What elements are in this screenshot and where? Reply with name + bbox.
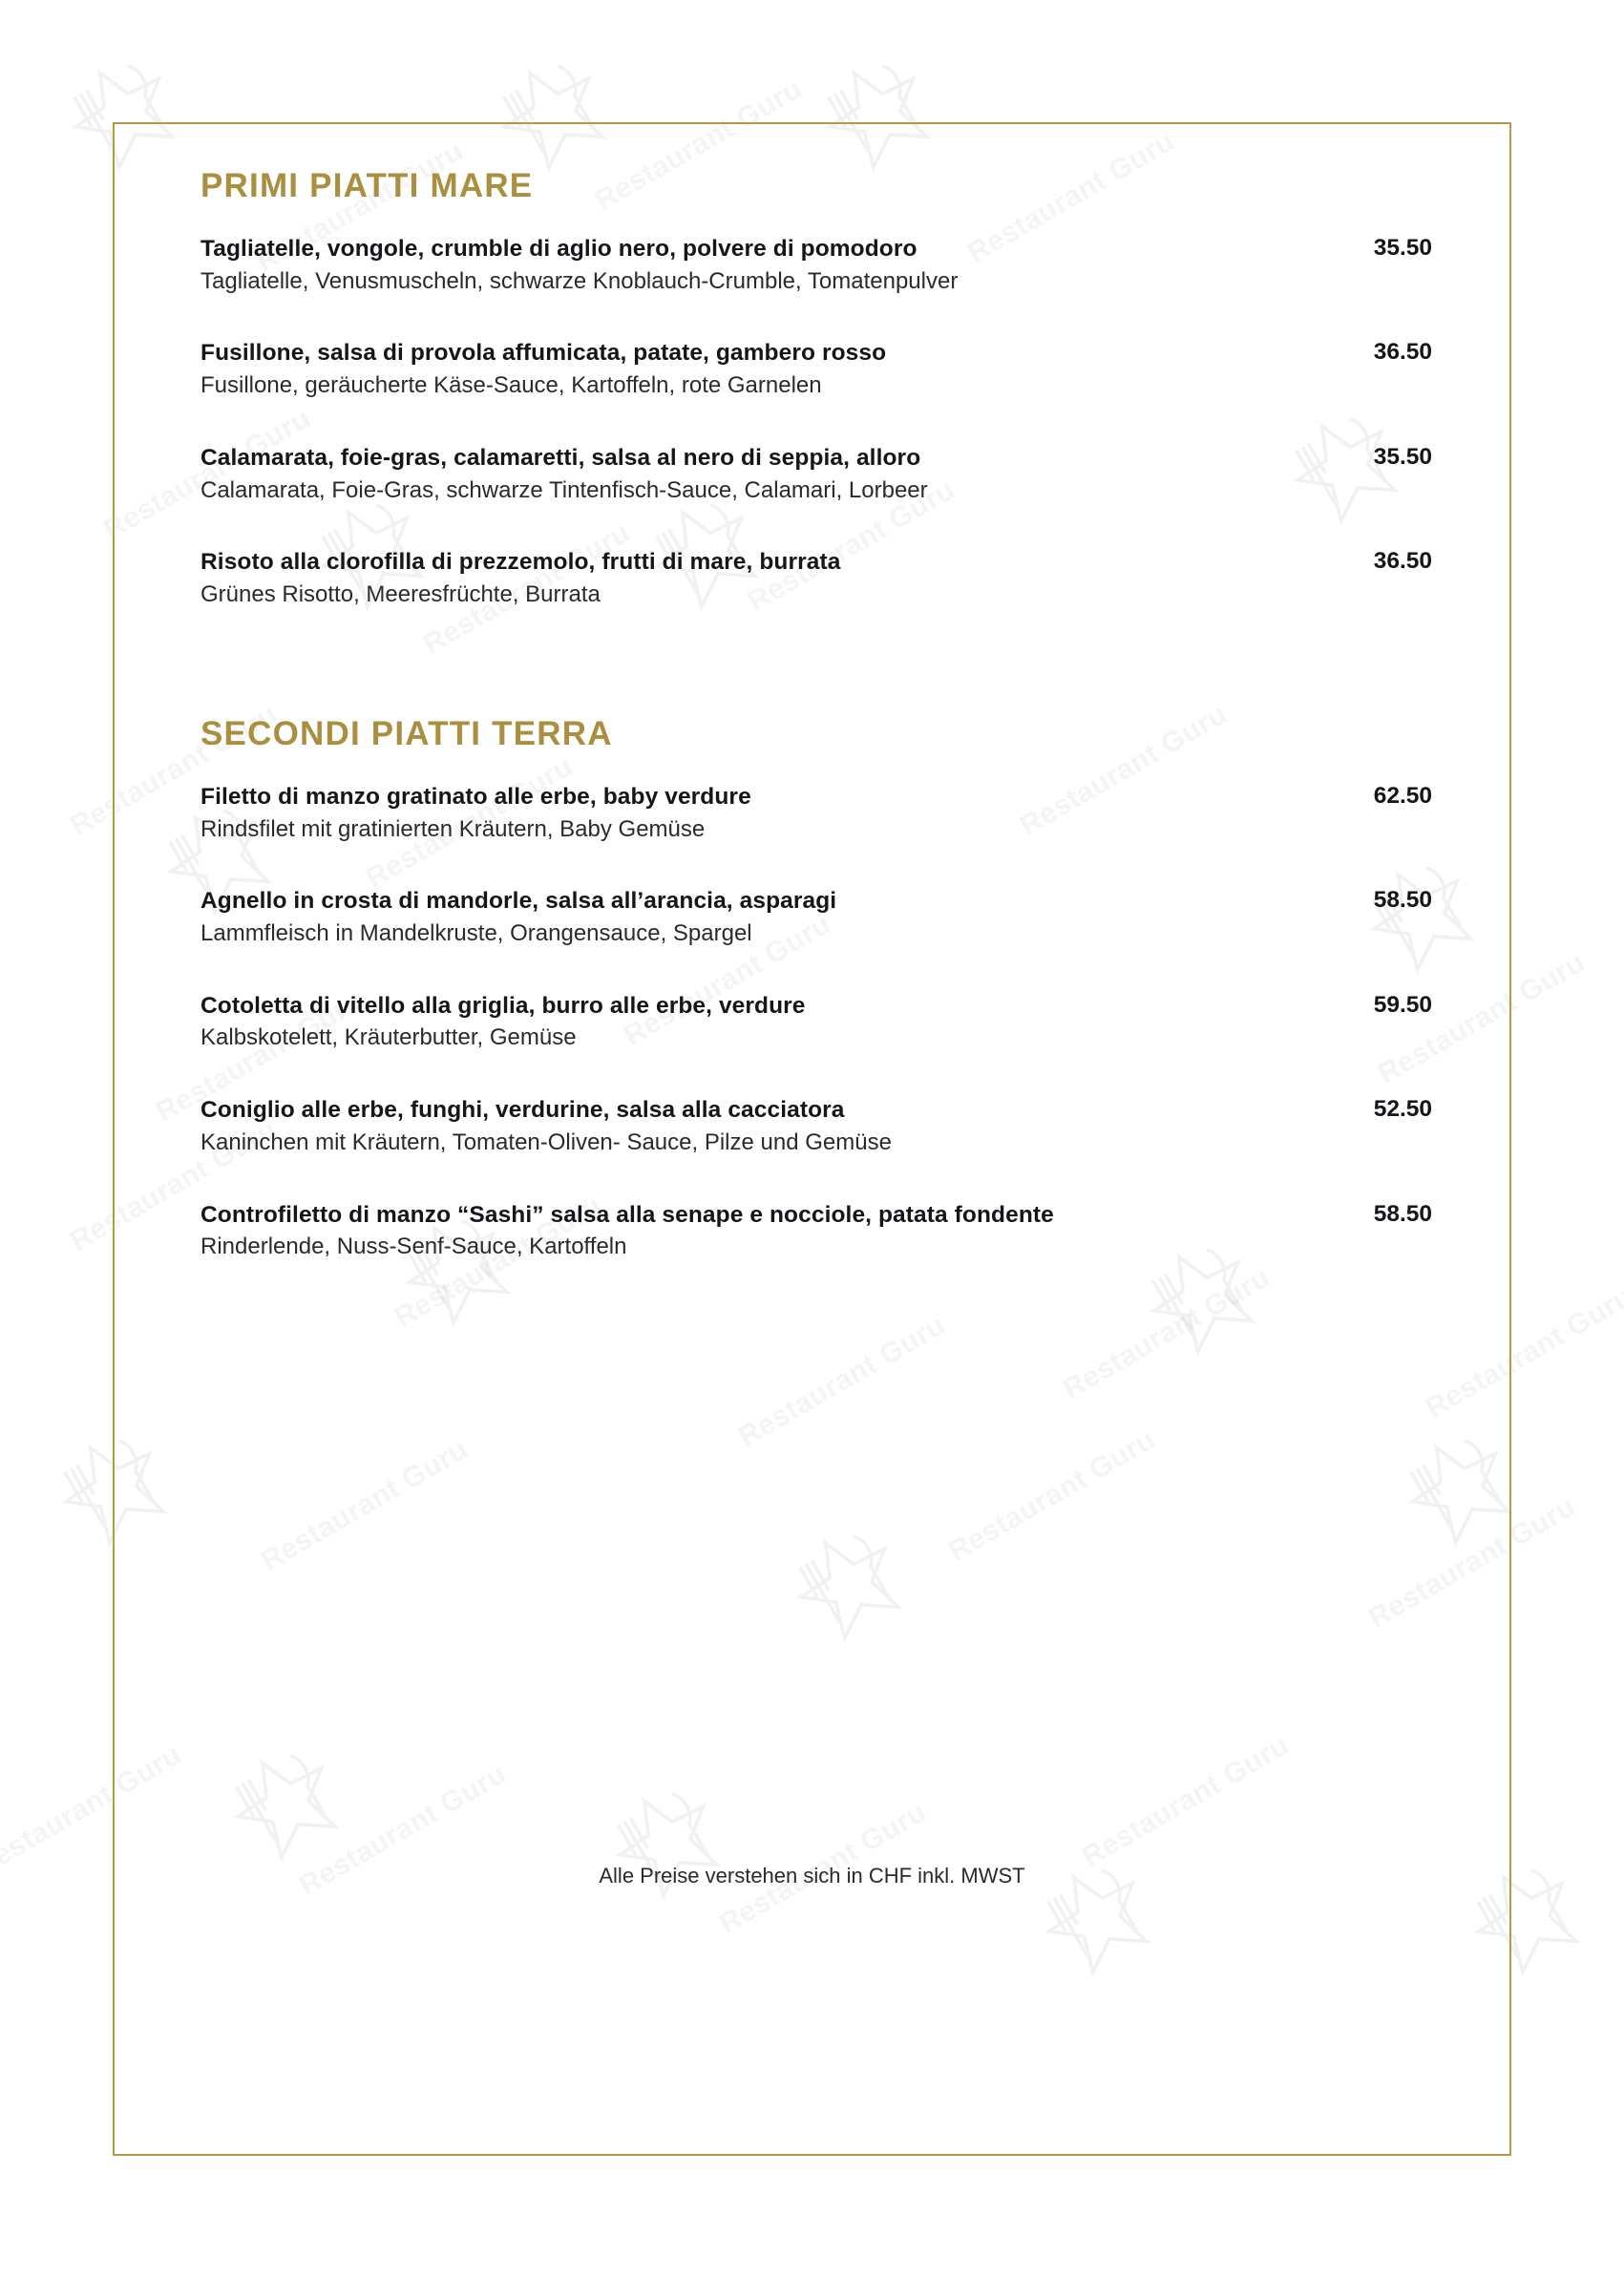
section-title: SECONDI PIATTI TERRA (200, 714, 613, 752)
menu-item-description: Lammfleisch in Mandelkruste, Orangensauce, Spargel (200, 920, 752, 946)
price-disclaimer: Alle Preise verstehen sich in CHF inkl. MWST (599, 1864, 1025, 1888)
menu-item-price: 52.50 (1373, 1096, 1432, 1123)
menu-item (200, 782, 1432, 844)
menu-item-price: 59.50 (1373, 991, 1432, 1018)
menu-item-price: 58.50 (1373, 1200, 1432, 1227)
menu-item-name: Fusillone, salsa di provola affumicata, patate, gambero rosso (200, 340, 887, 367)
menu-item-name: Controfiletto di manzo “Sashi” salsa alla senape e nocciole, patata fondente (200, 1201, 1054, 1228)
menu-item-price: 35.50 (1373, 443, 1432, 470)
menu-item (200, 1200, 1432, 1262)
menu-section-primi-piatti-mare (200, 167, 1432, 610)
menu-item-name: Filetto di manzo gratinato alle erbe, baby verdure (200, 783, 751, 810)
menu-item-description: Tagliatelle, Venusmuscheln, schwarze Knoblauch-Crumble, Tomatenpulver (200, 267, 959, 294)
menu-item-description: Grünes Risotto, Meeresfrüchte, Burrata (200, 581, 601, 608)
menu-item-name: Calamarata, foie-gras, calamaretti, salsa al nero di seppia, alloro (200, 444, 921, 471)
menu-item-price: 62.50 (1373, 782, 1432, 809)
menu-item-price: 36.50 (1373, 339, 1432, 366)
menu-item (200, 338, 1432, 400)
menu-item-description: Kalbskotelett, Kräuterbutter, Gemüse (200, 1024, 577, 1051)
menu-item-description: Calamarata, Foie-Gras, schwarze Tintenfisch-Sauce, Calamari, Lorbeer (200, 476, 928, 503)
menu-item-name: Coniglio alle erbe, funghi, verdurine, salsa alla cacciatora (200, 1097, 845, 1124)
menu-section-secondi-piatti-terra (200, 715, 1432, 1262)
menu-item-name: Tagliatelle, vongole, crumble di aglio nero, polvere di pomodoro (200, 236, 917, 262)
menu-item-description: Fusillone, geräucherte Käse-Sauce, Kartoffeln, rote Garnelen (200, 372, 822, 399)
menu-item (200, 1095, 1432, 1157)
menu-item-price: 35.50 (1373, 235, 1432, 261)
menu-item-description: Rinderlende, Nuss-Senf-Sauce, Kartoffeln (200, 1234, 627, 1260)
menu-item-price: 36.50 (1373, 548, 1432, 575)
menu-content (200, 167, 1432, 1262)
menu-item-description: Rindsfilet mit gratinierten Kräutern, Baby Gemüse (200, 815, 706, 842)
menu-item-description: Kaninchen mit Kräutern, Tomaten-Oliven- Sauce, Pilze und Gemüse (200, 1128, 892, 1155)
section-title: PRIMI PIATTI MARE (200, 167, 534, 204)
menu-item-name: Cotoletta di vitello alla griglia, burro alle erbe, verdure (200, 992, 806, 1019)
menu-item (200, 886, 1432, 948)
menu-item (200, 234, 1432, 296)
menu-item-name: Risoto alla clorofilla di prezzemolo, frutti di mare, burrata (200, 549, 841, 576)
menu-item (200, 991, 1432, 1053)
menu-item-name: Agnello in crosta di mandorle, salsa all’arancia, asparagi (200, 888, 837, 915)
menu-item (200, 443, 1432, 505)
menu-item-price: 58.50 (1373, 887, 1432, 914)
menu-item (200, 547, 1432, 609)
